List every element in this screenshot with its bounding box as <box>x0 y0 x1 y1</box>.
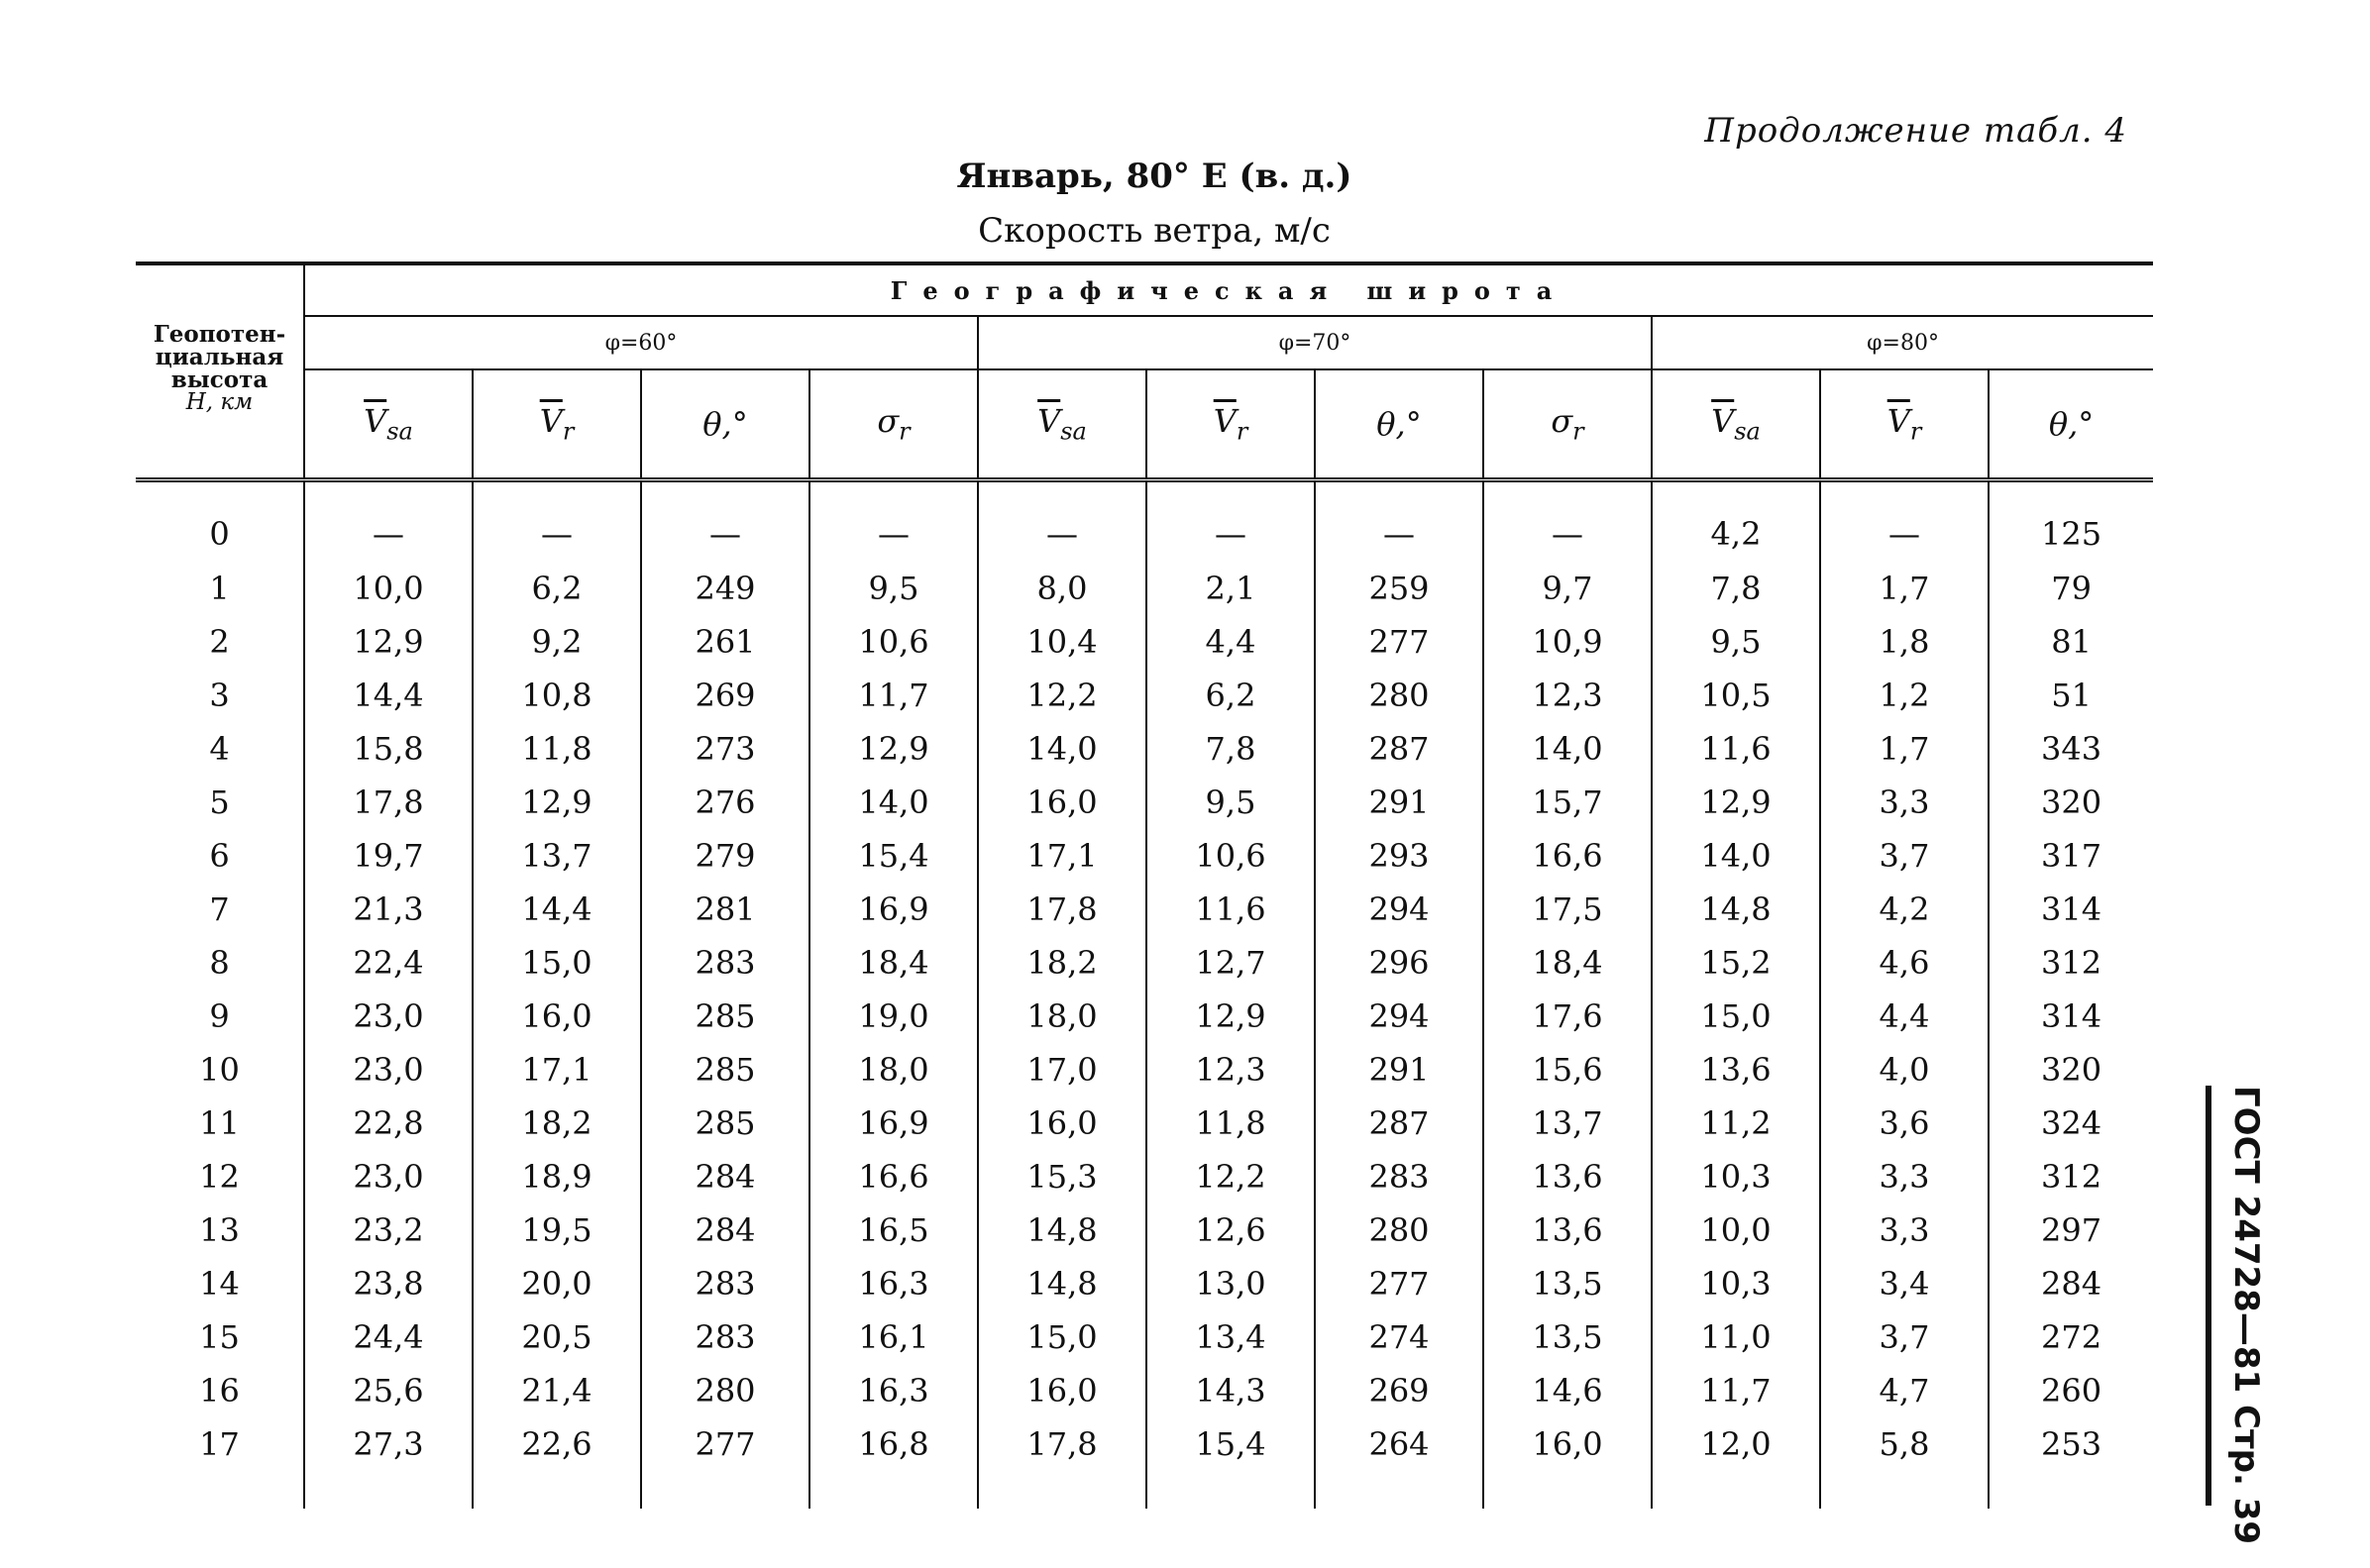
value-cell: 9,5 <box>1146 776 1315 829</box>
value-cell: 16,6 <box>1483 829 1652 883</box>
value-cell: 14,0 <box>809 776 978 829</box>
value-cell: 284 <box>641 1150 809 1203</box>
value-cell: 276 <box>641 776 809 829</box>
value-cell: 3,7 <box>1820 1310 1989 1364</box>
value-cell: 18,0 <box>978 990 1146 1043</box>
value-cell: 8,0 <box>978 562 1146 615</box>
value-cell: 13,6 <box>1652 1043 1820 1097</box>
value-cell: 23,0 <box>304 1150 473 1203</box>
value-cell: 3,6 <box>1820 1097 1989 1150</box>
value-cell: 16,8 <box>809 1417 978 1509</box>
height-cell: 11 <box>199 1104 240 1142</box>
value-cell: 15,4 <box>1146 1417 1315 1509</box>
value-cell: 294 <box>1315 990 1483 1043</box>
value-cell: 17,8 <box>304 776 473 829</box>
value-cell: 14,0 <box>1483 722 1652 776</box>
height-cell: 4 <box>209 730 230 768</box>
value-cell: 10,6 <box>809 615 978 669</box>
value-cell: 283 <box>641 1310 809 1364</box>
height-cell: 6 <box>209 837 230 875</box>
value-cell: 10,5 <box>1652 669 1820 722</box>
value-cell: 293 <box>1315 829 1483 883</box>
value-cell: 314 <box>1989 883 2153 936</box>
value-cell: 287 <box>1315 722 1483 776</box>
latitude-group-header: Географическая широта <box>304 263 2153 316</box>
value-cell: 12,9 <box>1652 776 1820 829</box>
height-cell: 13 <box>199 1211 240 1249</box>
value-cell: 7,8 <box>1146 722 1315 776</box>
parameter-header <box>978 369 1146 480</box>
parameter-symbol: $\overline{V}$ <box>1711 402 1735 441</box>
value-cell: 15,7 <box>1483 776 1652 829</box>
value-cell: 14,0 <box>1652 829 1820 883</box>
value-cell: 7,8 <box>1652 562 1820 615</box>
value-cell: 261 <box>641 615 809 669</box>
value-cell: 11,8 <box>473 722 641 776</box>
height-cell: 17 <box>199 1425 240 1463</box>
parameter-header <box>1315 369 1483 480</box>
height-header-line-3: высота <box>170 366 269 393</box>
table-row <box>136 990 2153 1043</box>
value-cell: 324 <box>1989 1097 2153 1150</box>
parameter-header <box>1652 369 1820 480</box>
height-cell: 2 <box>209 623 230 661</box>
value-cell: 273 <box>641 722 809 776</box>
parameter-subscript: r <box>1572 417 1584 446</box>
value-cell: 15,3 <box>978 1150 1146 1203</box>
value-cell: 16,9 <box>809 1097 978 1150</box>
value-cell: 19,5 <box>473 1203 641 1257</box>
parameter-symbol: σ <box>1551 402 1573 441</box>
value-cell: 16,1 <box>809 1310 978 1364</box>
value-cell: — <box>1820 480 1989 563</box>
value-cell: 280 <box>1315 669 1483 722</box>
value-cell: 16,0 <box>978 776 1146 829</box>
table-row <box>136 1203 2153 1257</box>
value-cell: 12,2 <box>978 669 1146 722</box>
value-cell: 280 <box>1315 1203 1483 1257</box>
parameter-header-row <box>136 369 2153 480</box>
table-row <box>136 1043 2153 1097</box>
value-cell: 18,0 <box>809 1043 978 1097</box>
value-cell: 13,5 <box>1483 1257 1652 1310</box>
value-cell: 291 <box>1315 1043 1483 1097</box>
value-cell: 1,2 <box>1820 669 1989 722</box>
value-cell: 15,0 <box>978 1310 1146 1364</box>
parameter-symbol: $\overline{V}$ <box>1213 402 1237 441</box>
value-cell: 23,0 <box>304 1043 473 1097</box>
latitude-header-60: φ=60° <box>304 316 978 369</box>
value-cell: 14,6 <box>1483 1364 1652 1417</box>
value-cell: 15,0 <box>1652 990 1820 1043</box>
value-cell: 285 <box>641 990 809 1043</box>
value-cell: 12,0 <box>1652 1417 1820 1509</box>
value-cell: 3,7 <box>1820 829 1989 883</box>
table-row <box>136 562 2153 615</box>
value-cell: 285 <box>641 1097 809 1150</box>
value-cell: 25,6 <box>304 1364 473 1417</box>
value-cell: 81 <box>1989 615 2153 669</box>
parameter-symbol: θ,° <box>702 405 748 443</box>
value-cell: 11,7 <box>809 669 978 722</box>
height-cell: 12 <box>199 1158 240 1196</box>
table-row <box>136 722 2153 776</box>
value-cell: 10,0 <box>1652 1203 1820 1257</box>
value-cell: 264 <box>1315 1417 1483 1509</box>
latitude-header-70: φ=70° <box>978 316 1652 369</box>
value-cell: 125 <box>1989 480 2153 563</box>
height-cell: 15 <box>199 1318 240 1356</box>
value-cell: 15,4 <box>809 829 978 883</box>
value-cell: 15,8 <box>304 722 473 776</box>
height-cell: 1 <box>209 570 230 607</box>
table-header <box>136 263 2153 480</box>
value-cell: 3,3 <box>1820 1150 1989 1203</box>
parameter-symbol: θ,° <box>1376 405 1422 443</box>
table-row <box>136 615 2153 669</box>
value-cell: 14,4 <box>304 669 473 722</box>
value-cell: 12,6 <box>1146 1203 1315 1257</box>
value-cell: — <box>473 480 641 563</box>
value-cell: 4,4 <box>1146 615 1315 669</box>
value-cell: 11,8 <box>1146 1097 1315 1150</box>
value-cell: — <box>304 480 473 563</box>
value-cell: 20,5 <box>473 1310 641 1364</box>
value-cell: 4,2 <box>1820 883 1989 936</box>
value-cell: 249 <box>641 562 809 615</box>
parameter-symbol: θ,° <box>2048 405 2095 443</box>
value-cell: 16,0 <box>473 990 641 1043</box>
height-cell: 16 <box>199 1372 240 1410</box>
value-cell: 10,4 <box>978 615 1146 669</box>
value-cell: 11,2 <box>1652 1097 1820 1150</box>
value-cell: 10,6 <box>1146 829 1315 883</box>
value-cell: 17,6 <box>1483 990 1652 1043</box>
value-cell: 17,0 <box>978 1043 1146 1097</box>
value-cell: 284 <box>1989 1257 2153 1310</box>
value-cell: 13,7 <box>1483 1097 1652 1150</box>
parameter-header <box>304 369 473 480</box>
page-side-note <box>2206 1086 2271 1545</box>
value-cell: 22,8 <box>304 1097 473 1150</box>
value-cell: 274 <box>1315 1310 1483 1364</box>
height-cell: 10 <box>199 1051 240 1089</box>
value-cell: 9,5 <box>809 562 978 615</box>
value-cell: 2,1 <box>1146 562 1315 615</box>
height-cell: 14 <box>199 1265 240 1303</box>
value-cell: 269 <box>641 669 809 722</box>
table-row <box>136 669 2153 722</box>
value-cell: 12,9 <box>809 722 978 776</box>
table-row <box>136 480 2153 563</box>
value-cell: 291 <box>1315 776 1483 829</box>
value-cell: 320 <box>1989 1043 2153 1097</box>
parameter-header <box>1146 369 1315 480</box>
value-cell: 11,6 <box>1146 883 1315 936</box>
value-cell: 3,4 <box>1820 1257 1989 1310</box>
height-cell: 7 <box>209 890 230 928</box>
value-cell: 269 <box>1315 1364 1483 1417</box>
value-cell: 285 <box>641 1043 809 1097</box>
value-cell: 13,7 <box>473 829 641 883</box>
value-cell: 9,5 <box>1652 615 1820 669</box>
parameter-subscript: sa <box>386 417 413 446</box>
table-row <box>136 1417 2153 1509</box>
table-row <box>136 1097 2153 1150</box>
value-cell: 11,6 <box>1652 722 1820 776</box>
value-cell: 272 <box>1989 1310 2153 1364</box>
height-cell: 8 <box>209 944 230 982</box>
value-cell: 284 <box>641 1203 809 1257</box>
value-cell: 15,2 <box>1652 936 1820 990</box>
value-cell: 16,3 <box>809 1364 978 1417</box>
value-cell: 19,0 <box>809 990 978 1043</box>
value-cell: 283 <box>641 1257 809 1310</box>
table-row <box>136 1364 2153 1417</box>
value-cell: 11,7 <box>1652 1364 1820 1417</box>
parameter-symbol: $\overline{V}$ <box>1886 402 1910 441</box>
value-cell: 317 <box>1989 829 2153 883</box>
value-cell: — <box>1315 480 1483 563</box>
value-cell: 1,7 <box>1820 562 1989 615</box>
value-cell: 12,3 <box>1483 669 1652 722</box>
value-cell: 314 <box>1989 990 2153 1043</box>
parameter-header <box>641 369 809 480</box>
table-row <box>136 829 2153 883</box>
height-cell: 0 <box>209 515 230 553</box>
value-cell: 15,6 <box>1483 1043 1652 1097</box>
value-cell: 1,7 <box>1820 722 1989 776</box>
value-cell: 4,6 <box>1820 936 1989 990</box>
value-cell: 14,8 <box>978 1257 1146 1310</box>
height-header-line-4 <box>136 391 303 414</box>
value-cell: 297 <box>1989 1203 2153 1257</box>
value-cell: 22,6 <box>473 1417 641 1509</box>
value-cell: 10,3 <box>1652 1150 1820 1203</box>
value-cell: 3,3 <box>1820 1203 1989 1257</box>
value-cell: 9,2 <box>473 615 641 669</box>
value-cell: 12,9 <box>473 776 641 829</box>
wind-speed-table <box>136 261 2153 1509</box>
value-cell: 22,4 <box>304 936 473 990</box>
value-cell: 253 <box>1989 1417 2153 1509</box>
value-cell: 277 <box>1315 615 1483 669</box>
gost-page-reference: ГОСТ 24728—81 Стр. 39 <box>2226 1086 2266 1545</box>
table-row <box>136 1257 2153 1310</box>
continuation-label: Продолжение табл. 4 <box>1704 111 2127 151</box>
value-cell: 16,0 <box>1483 1417 1652 1509</box>
value-cell: 13,4 <box>1146 1310 1315 1364</box>
parameter-subscript: sa <box>1734 417 1761 446</box>
value-cell: 51 <box>1989 669 2153 722</box>
value-cell: 312 <box>1989 1150 2153 1203</box>
value-cell: 280 <box>641 1364 809 1417</box>
value-cell: 4,2 <box>1652 480 1820 563</box>
value-cell: 16,9 <box>809 883 978 936</box>
value-cell: 21,4 <box>473 1364 641 1417</box>
value-cell: 19,7 <box>304 829 473 883</box>
value-cell: 23,8 <box>304 1257 473 1310</box>
parameter-header <box>1989 369 2153 480</box>
table-subtitle: Скорость ветра, м/с <box>978 211 1331 251</box>
value-cell: 13,6 <box>1483 1203 1652 1257</box>
value-cell: 294 <box>1315 883 1483 936</box>
value-cell: 5,8 <box>1820 1417 1989 1509</box>
value-cell: 16,0 <box>978 1097 1146 1150</box>
value-cell: — <box>1483 480 1652 563</box>
value-cell: 18,9 <box>473 1150 641 1203</box>
value-cell: 24,4 <box>304 1310 473 1364</box>
value-cell: 10,8 <box>473 669 641 722</box>
value-cell: 14,8 <box>978 1203 1146 1257</box>
value-cell: 283 <box>641 936 809 990</box>
wind-speed-table-container <box>136 261 2153 1509</box>
table-row <box>136 1150 2153 1203</box>
value-cell: 12,9 <box>304 615 473 669</box>
value-cell: 18,2 <box>473 1097 641 1150</box>
height-header-line-1: Геопотен- <box>153 321 286 348</box>
value-cell: 14,0 <box>978 722 1146 776</box>
value-cell: 12,9 <box>1146 990 1315 1043</box>
table-row <box>136 1310 2153 1364</box>
height-cell: 3 <box>209 677 230 714</box>
parameter-subscript: r <box>1236 417 1248 446</box>
value-cell: 12,2 <box>1146 1150 1315 1203</box>
value-cell: 14,8 <box>1652 883 1820 936</box>
value-cell: 13,5 <box>1483 1310 1652 1364</box>
value-cell: 260 <box>1989 1364 2153 1417</box>
value-cell: 277 <box>641 1417 809 1509</box>
parameter-symbol: $\overline{V}$ <box>364 402 387 441</box>
parameter-header <box>1483 369 1652 480</box>
value-cell: 27,3 <box>304 1417 473 1509</box>
parameter-subscript: r <box>899 417 911 446</box>
table-row <box>136 936 2153 990</box>
value-cell: 21,3 <box>304 883 473 936</box>
value-cell: 343 <box>1989 722 2153 776</box>
value-cell: 4,4 <box>1820 990 1989 1043</box>
height-header-unit: H, км <box>185 389 254 415</box>
height-column-header <box>136 263 304 480</box>
value-cell: 23,2 <box>304 1203 473 1257</box>
value-cell: 279 <box>641 829 809 883</box>
table-row <box>136 776 2153 829</box>
value-cell: — <box>978 480 1146 563</box>
value-cell: 17,8 <box>978 883 1146 936</box>
value-cell: 10,9 <box>1483 615 1652 669</box>
table-row <box>136 883 2153 936</box>
value-cell: 10,0 <box>304 562 473 615</box>
value-cell: 17,8 <box>978 1417 1146 1509</box>
value-cell: 16,5 <box>809 1203 978 1257</box>
value-cell: 11,0 <box>1652 1310 1820 1364</box>
value-cell: 16,6 <box>809 1150 978 1203</box>
value-cell: — <box>641 480 809 563</box>
parameter-header <box>1820 369 1989 480</box>
parameter-symbol: $\overline{V}$ <box>539 402 563 441</box>
value-cell: 17,1 <box>978 829 1146 883</box>
value-cell: 79 <box>1989 562 2153 615</box>
value-cell: — <box>809 480 978 563</box>
value-cell: 9,7 <box>1483 562 1652 615</box>
value-cell: 4,7 <box>1820 1364 1989 1417</box>
parameter-header <box>473 369 641 480</box>
value-cell: 6,2 <box>473 562 641 615</box>
value-cell: 296 <box>1315 936 1483 990</box>
value-cell: 16,0 <box>978 1364 1146 1417</box>
value-cell: 281 <box>641 883 809 936</box>
value-cell: 18,2 <box>978 936 1146 990</box>
value-cell: 287 <box>1315 1097 1483 1150</box>
value-cell: 277 <box>1315 1257 1483 1310</box>
value-cell: 23,0 <box>304 990 473 1043</box>
height-cell: 5 <box>209 784 230 821</box>
value-cell: — <box>1146 480 1315 563</box>
value-cell: 20,0 <box>473 1257 641 1310</box>
value-cell: 18,4 <box>1483 936 1652 990</box>
value-cell: 259 <box>1315 562 1483 615</box>
parameter-symbol: $\overline{V}$ <box>1037 402 1061 441</box>
value-cell: 18,4 <box>809 936 978 990</box>
value-cell: 17,5 <box>1483 883 1652 936</box>
value-cell: 12,7 <box>1146 936 1315 990</box>
value-cell: 16,3 <box>809 1257 978 1310</box>
value-cell: 4,0 <box>1820 1043 1989 1097</box>
value-cell: 13,6 <box>1483 1150 1652 1203</box>
value-cell: 14,3 <box>1146 1364 1315 1417</box>
value-cell: 1,8 <box>1820 615 1989 669</box>
value-cell: 320 <box>1989 776 2153 829</box>
value-cell: 12,3 <box>1146 1043 1315 1097</box>
parameter-header <box>809 369 978 480</box>
value-cell: 13,0 <box>1146 1257 1315 1310</box>
value-cell: 10,3 <box>1652 1257 1820 1310</box>
parameter-subscript: r <box>1909 417 1922 446</box>
value-cell: 312 <box>1989 936 2153 990</box>
value-cell: 17,1 <box>473 1043 641 1097</box>
value-cell: 283 <box>1315 1150 1483 1203</box>
table-body <box>136 480 2153 1510</box>
height-cell: 9 <box>209 997 230 1035</box>
parameter-symbol: σ <box>877 402 900 441</box>
table-title: Январь, 80° E (в. д.) <box>956 157 1352 196</box>
value-cell: 14,4 <box>473 883 641 936</box>
value-cell: 6,2 <box>1146 669 1315 722</box>
latitude-header-80: φ=80° <box>1652 316 2153 369</box>
parameter-subscript: sa <box>1060 417 1087 446</box>
value-cell: 3,3 <box>1820 776 1989 829</box>
parameter-subscript: r <box>562 417 575 446</box>
value-cell: 15,0 <box>473 936 641 990</box>
height-header-line-2: циальная <box>155 344 284 370</box>
